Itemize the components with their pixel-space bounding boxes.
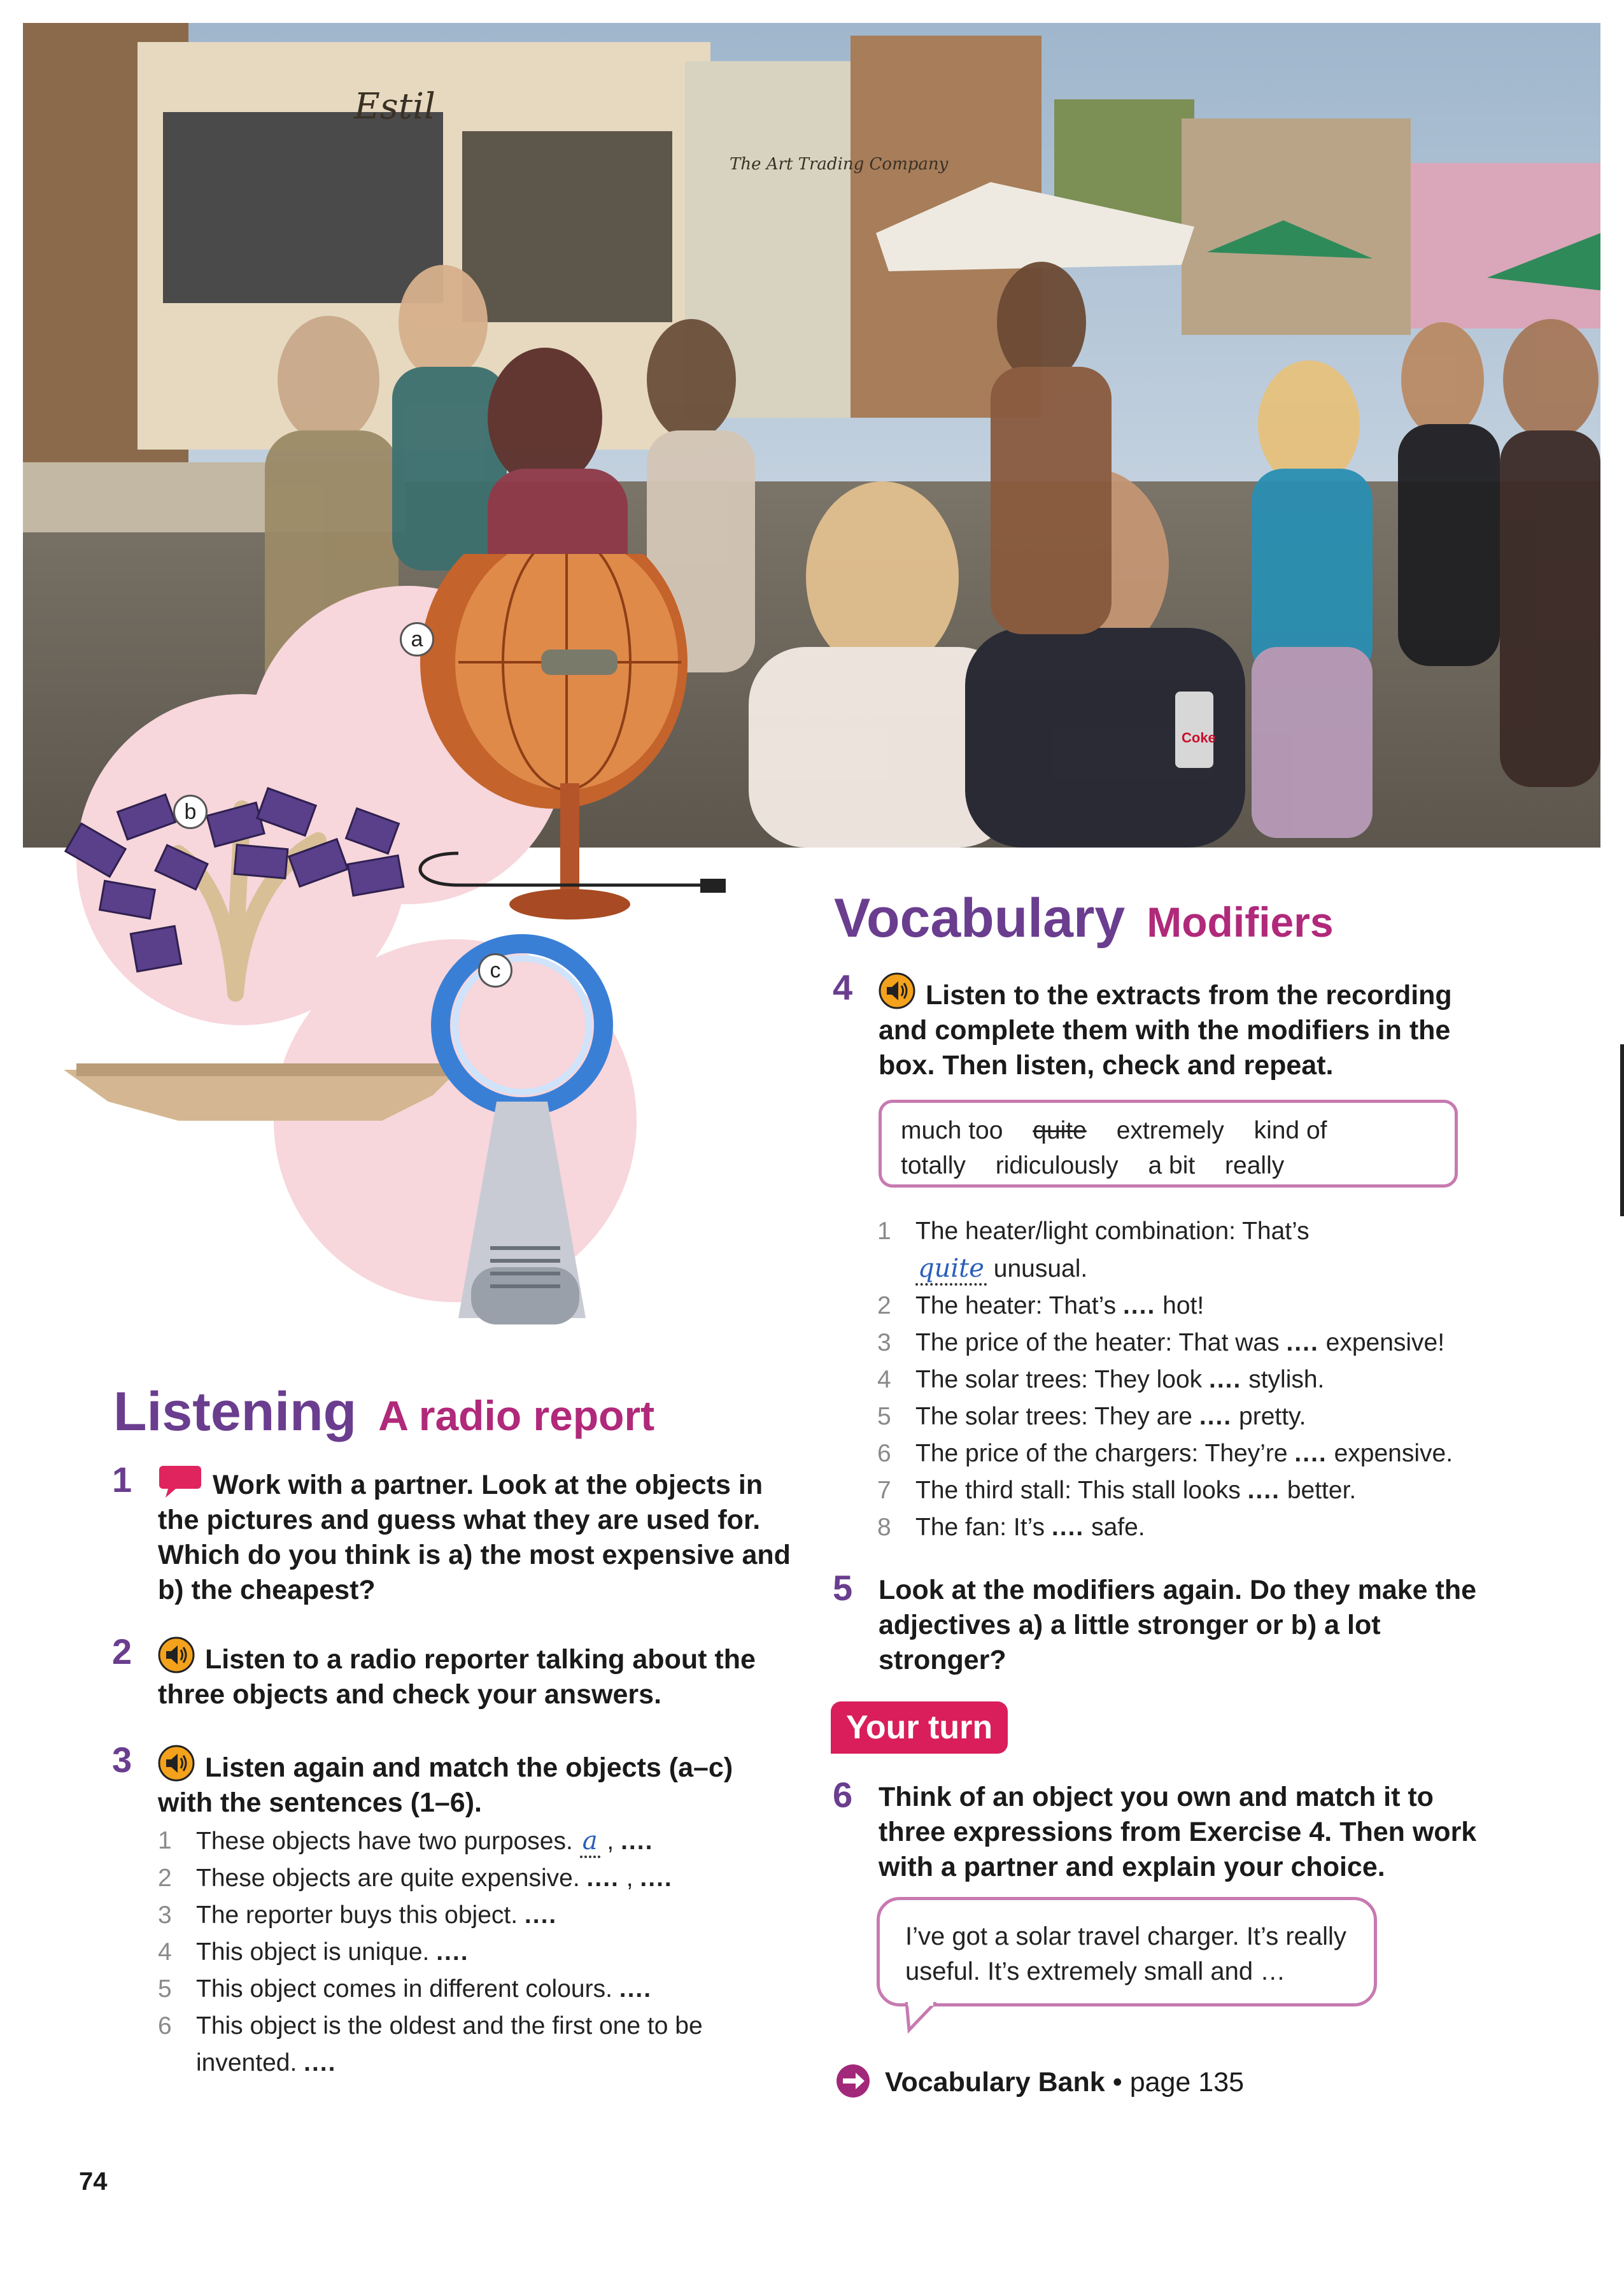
exercise-1 — [112, 1459, 794, 1608]
list-item: 2 These objects are quite expensive. .... , .... — [158, 1864, 673, 1892]
listening-subtitle: A radio report — [378, 1392, 655, 1439]
word-extremely: extremely — [1116, 1117, 1224, 1144]
label-b: b — [173, 795, 208, 829]
list-item: 6 The price of the chargers: They’re .... expensive. — [877, 1440, 1453, 1467]
exercise-6-text: Think of an object you own and match it to three expressions from Exercise 4. Then work with a partner and explain your choice. — [879, 1782, 1477, 1882]
vocab-bank-label: Vocabulary Bank — [885, 2067, 1105, 2098]
exercise-number: 3 — [112, 1740, 132, 1780]
product-illustrations — [51, 554, 783, 1363]
label-c: c — [478, 953, 512, 988]
exercise-number: 4 — [833, 967, 853, 1007]
listening-title: Listening — [113, 1381, 357, 1442]
list-item: 2 The heater: That’s .... hot! — [877, 1292, 1204, 1319]
shop-sign-estil: Estil — [354, 86, 435, 127]
speech-bubble-text: I’ve got a solar travel charger. It’s really useful. It’s extremely small and … — [905, 1922, 1346, 1985]
vocabulary-heading — [834, 887, 1334, 950]
exercise-3-items — [158, 1822, 794, 2082]
word-much-too: much too — [901, 1117, 1003, 1144]
word-quite-crossed: quite — [1033, 1117, 1087, 1144]
page-number: 74 — [79, 2168, 108, 2196]
listening-heading — [113, 1381, 654, 1444]
exercise-6 — [833, 1775, 1490, 1885]
word-a-bit: a bit — [1148, 1152, 1196, 1179]
edge-mark — [1620, 1044, 1624, 1216]
list-item: 3 The reporter buys this object. .... — [158, 1901, 558, 1929]
exercise-4 — [833, 967, 1490, 1083]
list-item: 6 This object is the oldest and the first one to be invented. .... — [158, 2012, 703, 2077]
speech-bubble-icon — [158, 1465, 202, 1499]
shop-sign-art-trading: The Art Trading Company — [730, 155, 949, 174]
exercise-number: 2 — [112, 1631, 132, 1672]
exercise-2 — [112, 1631, 794, 1712]
exercise-number: 6 — [833, 1775, 853, 1815]
list-item: 1 These objects have two purposes. a , .... — [158, 1822, 794, 1860]
exercise-4-items — [877, 1213, 1488, 1546]
list-item: 7 The third stall: This stall looks .... better. — [877, 1477, 1357, 1504]
list-item: 3 The price of the heater: That was .... expensive! — [877, 1329, 1445, 1356]
word-totally: totally — [901, 1152, 966, 1179]
exercise-2-text: Listen to a radio reporter talking about the three objects and check your answers. — [158, 1644, 756, 1710]
label-a: a — [400, 622, 434, 657]
list-item: 1 The heater/light combination: That’s quite unusual. — [877, 1213, 1488, 1288]
vocabulary-title: Vocabulary — [834, 888, 1126, 949]
exercise-1-text: Work with a partner. Look at the objects in the pictures and guess what they are used for. Which do you think is a) the most expensive and b) the cheapest? — [158, 1470, 791, 1605]
vocab-bank-page: • page 135 — [1112, 2067, 1245, 2098]
list-item: 5 This object comes in different colours. .... — [158, 1975, 653, 2003]
exercise-5 — [833, 1568, 1490, 1678]
your-turn-banner: Your turn — [831, 1701, 1008, 1754]
exercise-number: 5 — [833, 1568, 853, 1608]
answer-quite: quite — [915, 1254, 987, 1286]
speech-bubble-tail — [904, 2002, 942, 2034]
exercise-4-text: Listen to the extracts from the recording and complete them with the modifiers in the box. Then listen, check and repeat. — [879, 980, 1452, 1081]
word-really: really — [1225, 1152, 1285, 1179]
list-item: 5 The solar trees: They are .... pretty. — [877, 1403, 1306, 1430]
vocabulary-bank-link[interactable] — [835, 2063, 1244, 2101]
exercise-5-text: Look at the modifiers again. Do they make the adjectives a) a little stronger or b) a lot stronger? — [879, 1575, 1477, 1675]
list-item: 4 This object is unique. .... — [158, 1938, 469, 1966]
exercise-number: 1 — [112, 1459, 132, 1500]
list-item: 4 The solar trees: They look .... stylish. — [877, 1366, 1325, 1393]
audio-speaker-icon[interactable] — [158, 1636, 195, 1673]
arrow-right-icon — [835, 2063, 871, 2099]
word-kind-of: kind of — [1253, 1117, 1327, 1144]
word-ridiculously: ridiculously — [995, 1152, 1119, 1179]
list-item: 8 The fan: It’s .... safe. — [877, 1514, 1145, 1541]
exercise-3-text: Listen again and match the objects (a–c) with the sentences (1–6). — [158, 1752, 733, 1818]
audio-speaker-icon[interactable] — [879, 972, 915, 1009]
modifiers-word-box — [879, 1100, 1458, 1188]
example-speech-bubble — [877, 1897, 1377, 2006]
audio-speaker-icon[interactable] — [158, 1745, 195, 1782]
exercise-3 — [112, 1740, 794, 1821]
can-label: Coke — [1182, 730, 1216, 746]
answer-a: a — [580, 1826, 600, 1858]
vocabulary-subtitle: Modifiers — [1147, 898, 1334, 946]
